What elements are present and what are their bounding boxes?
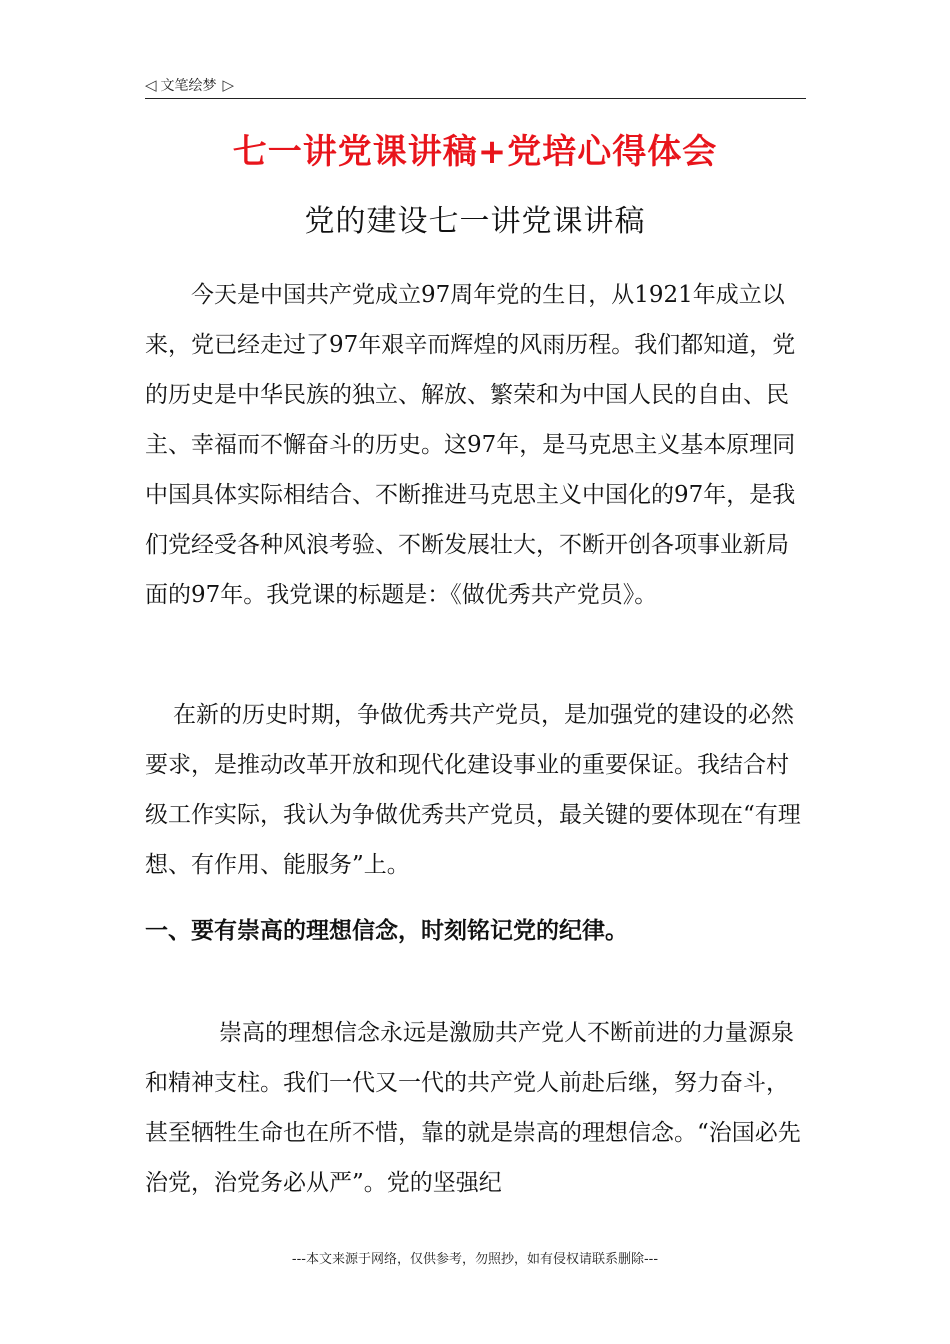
paragraph-intro: 今天是中国共产党成立97周年党的生日，从1921年成立以来，党已经走过了97年艰辛而辉煌的风雨历程。我们都知道，党的历史是中华民族的独立、解放、繁荣和为中国人民的自由、民主、幸福而不懈奋斗的历史。这97年，是马克思主义基本原理同中国具体实际相结合、不断推进马克思主义中国化的97年，是我们党经受各种风浪考验、不断发展壮大，不断开创各项事业新局面的97年。我党课的标题是：《做优秀共产党员》。: [145, 282, 796, 608]
header-brand: 文笔绘梦: [160, 78, 217, 94]
page-footer: ---本文来源于网络，仅供参考，勿照抄，如有侵权请联系删除---: [291, 1252, 659, 1267]
right-triangle-icon: ▷: [222, 76, 235, 94]
section-heading-1: 一、要有崇高的理想信念，时刻铭记党的纪律。: [145, 918, 628, 944]
paragraph-second: 在新的历史时期，争做优秀共产党员，是加强党的建设的必然要求，是推动改革开放和现代化建设事业的重要保证。我结合村级工作实际，我认为争做优秀共产党员，最关键的要体现在“有理想、有作用、能服务”上。: [145, 702, 801, 878]
page-header: [145, 72, 806, 99]
document-subtitle: 党的建设七一讲党课讲稿: [304, 204, 646, 239]
left-triangle-icon: ◁: [145, 76, 157, 94]
paragraph-third: 崇高的理想信念永远是激励共产党人不断前进的力量源泉和精神支柱。我们一代又一代的共产党人前赴后继，努力奋斗，甚至牺牲生命也在所不惜，靠的就是崇高的理想信念。“治国必先治党，治党务必从严”。党的坚强纪: [145, 1020, 801, 1196]
document-title: 七一讲党课讲稿+党培心得体会: [232, 132, 718, 172]
